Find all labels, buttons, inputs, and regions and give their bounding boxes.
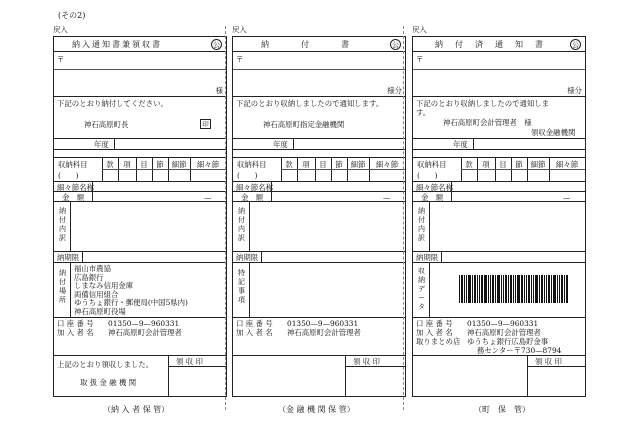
gap-divider	[54, 157, 226, 158]
consolidation-name: ゆうちょ銀行広島貯金事	[467, 337, 549, 346]
deadline-label: 納期限	[236, 253, 259, 262]
issuer-divider	[413, 138, 585, 139]
stamp-vline	[345, 355, 346, 397]
deadline-divider	[54, 262, 226, 263]
form-title: 納入通知書兼領収書	[72, 40, 162, 49]
title-divider	[233, 51, 405, 52]
breakdown-vline	[70, 201, 71, 251]
title-divider	[413, 51, 585, 52]
intro-text: 下記のとおり収納しましたので通知しま	[416, 99, 550, 108]
fy-divider	[413, 149, 585, 150]
section-label: 特記事項	[238, 269, 245, 304]
breakdown-divider	[233, 251, 405, 252]
code-col-4: 細節	[350, 160, 366, 169]
gap-divider	[413, 157, 585, 158]
fy-divider	[233, 149, 405, 150]
recipient-suffix: 様	[215, 86, 223, 95]
breakdown-divider	[54, 251, 226, 252]
consolidation-label: 取りまとめ店	[416, 337, 461, 346]
payee-name: 神石高原町会計管理者	[467, 328, 541, 337]
code-mid-line	[461, 169, 585, 170]
amount-divider	[233, 201, 405, 202]
gap-divider	[233, 157, 405, 158]
code-col-3: 節	[515, 160, 523, 169]
amount-dash: —	[204, 193, 212, 202]
place-item: 広島銀行	[74, 272, 104, 282]
code-col-5: 細々節	[196, 160, 220, 169]
stamp-divider	[527, 366, 585, 367]
copy-label: 戻入	[232, 25, 247, 34]
form-body	[53, 36, 227, 397]
item-name-label: 細々節名称	[57, 183, 94, 192]
footer-label: （金 融 機 関 保 管）	[278, 405, 355, 414]
form-title: 納 付 済 通 知 書	[435, 40, 545, 49]
amount-dash: —	[563, 193, 571, 202]
account-no: 01350—9—960331	[467, 319, 539, 328]
deadline-label: 納期限	[57, 253, 80, 262]
issuer-name: 神石高原町指定金融機関	[263, 120, 345, 129]
receipt-text: 上記のとおり領収しました。	[57, 360, 154, 369]
title-divider	[54, 51, 226, 52]
page-note: (その2)	[58, 11, 86, 20]
issuer-divider	[233, 138, 405, 139]
amount-divider	[413, 201, 585, 202]
account-paren: ( )	[237, 171, 258, 180]
receipt-stamp-label: 領 収 印	[535, 357, 562, 366]
barcode-image	[459, 275, 569, 303]
issuer-name: 神石高原町会計管理者 様	[443, 118, 532, 127]
code-col-4: 細節	[171, 160, 187, 169]
recipient-suffix: 様分	[567, 86, 582, 95]
code-col-4: 細節	[530, 160, 546, 169]
section-divider	[54, 317, 226, 318]
issuer-stamp: 印	[200, 119, 211, 129]
code-col-3: 節	[335, 160, 343, 169]
deadline-vline	[261, 251, 262, 262]
account-no: 01350—9—960331	[108, 319, 180, 328]
item-name-label: 細々節名称	[236, 183, 273, 192]
amount-label: 金 額	[241, 193, 264, 202]
seal-mark: 公	[392, 41, 399, 49]
account-paren: ( )	[58, 171, 79, 180]
account-label: 収納科目	[237, 160, 267, 169]
fy-divider	[54, 149, 226, 150]
breakdown-vline	[249, 201, 250, 251]
breakdown-divider	[413, 251, 585, 252]
code-col-0: 款	[465, 160, 473, 169]
breakdown-label: 納付内訳	[418, 207, 425, 242]
address-divider	[233, 96, 405, 97]
fiscal-year-label: 年度	[453, 140, 468, 149]
code-col-1: 項	[302, 160, 310, 169]
section-vline	[429, 262, 430, 317]
place-item: 福山市農協	[74, 264, 111, 273]
consolidation-name-2: 務センター〒730—8794	[477, 346, 562, 355]
code-col-1: 項	[482, 160, 490, 169]
code-col-5: 細々節	[555, 160, 579, 169]
seal-mark: 公	[213, 41, 220, 49]
cut-line-2	[403, 26, 404, 410]
fy-vline	[473, 138, 474, 149]
handler-text: 取 扱 金 融 機 関	[80, 378, 137, 387]
intro-text: 下記のとおり収納しましたので通知します。	[236, 99, 384, 108]
payee-label: 加 入 者 名	[416, 328, 453, 337]
deadline-vline	[441, 251, 442, 262]
code-col-2: 目	[140, 160, 148, 169]
amount-dash: —	[383, 193, 391, 202]
fy-vline	[114, 138, 115, 149]
code-col-3: 節	[156, 160, 164, 169]
copy-label: 戻入	[53, 25, 68, 34]
payee-divider	[413, 355, 585, 356]
form-copy-notice	[53, 0, 231, 439]
deadline-divider	[233, 262, 405, 263]
address-line-1	[413, 69, 585, 70]
place-item: 両備信用組合	[74, 289, 119, 299]
issuer-name: 神石高原町長	[84, 120, 129, 129]
form-title: 納 付 書	[261, 40, 351, 49]
seal-mark: 公	[572, 41, 579, 49]
fiscal-year-label: 年度	[94, 140, 109, 149]
code-col-0: 款	[106, 160, 114, 169]
issuer-divider	[54, 138, 226, 139]
payee-label: 加 入 者 名	[236, 328, 273, 337]
code-col-2: 目	[499, 160, 507, 169]
address-line-1	[233, 69, 405, 70]
stamp-vline	[527, 355, 528, 397]
payee-divider	[233, 355, 405, 356]
postal-mark: 〒	[236, 55, 244, 64]
code-mid-line	[281, 169, 405, 170]
account-no-label: 口 座 番 号	[416, 319, 453, 328]
intro-text: す。	[416, 108, 431, 117]
code-col-5: 細々節	[375, 160, 399, 169]
section-label: 収納データ	[418, 267, 425, 311]
deadline-divider	[413, 262, 585, 263]
payee-name: 神石高原町会計管理者	[287, 328, 361, 337]
stamp-vline	[168, 355, 169, 397]
account-no-label: 口 座 番 号	[57, 319, 94, 328]
form-copy-bank	[232, 0, 410, 439]
place-item: しまなみ信用金庫	[74, 281, 134, 291]
stamp-divider	[345, 366, 405, 367]
postal-mark: 〒	[416, 55, 424, 64]
postal-mark: 〒	[57, 55, 65, 64]
deadline-vline	[82, 251, 83, 262]
account-label: 収納科目	[417, 160, 447, 169]
code-col-1: 項	[123, 160, 131, 169]
deadline-label: 納期限	[416, 253, 439, 262]
code-divider	[413, 181, 585, 182]
address-line-1	[54, 69, 226, 70]
item-divider	[233, 191, 405, 192]
amount-divider	[54, 201, 226, 202]
copy-label: 戻入	[412, 25, 427, 34]
place-item: ゆうちょ銀行・郵便局(中国5県内)	[74, 298, 188, 308]
form-body	[412, 36, 586, 397]
account-paren: ( )	[417, 171, 438, 180]
section-vline	[249, 262, 250, 317]
item-divider	[413, 191, 585, 192]
section-divider	[233, 317, 405, 318]
footer-label: （納 入 者 保 管）	[103, 405, 170, 414]
payee-label: 加 入 者 名	[57, 328, 94, 337]
section-divider	[413, 317, 585, 318]
breakdown-label: 納付内訳	[238, 207, 245, 242]
breakdown-vline	[429, 201, 430, 251]
footer-label: （町 保 管）	[474, 405, 530, 414]
form-body	[232, 36, 406, 397]
code-divider	[54, 181, 226, 182]
code-col-0: 款	[285, 160, 293, 169]
fiscal-year-label: 年度	[273, 140, 288, 149]
intro-text: 下記のとおり納付してください。	[57, 99, 168, 108]
payee-name: 神石高原町会計管理者	[108, 328, 182, 337]
address-divider	[413, 96, 585, 97]
account-label: 収納科目	[58, 160, 88, 169]
cut-line-1	[225, 26, 226, 410]
code-col-2: 目	[319, 160, 327, 169]
receipt-stamp-label: 領 収 印	[176, 357, 203, 366]
stamp-divider	[168, 366, 226, 367]
code-mid-line	[102, 169, 226, 170]
payee-divider	[54, 355, 226, 356]
recipient-suffix: 様分	[387, 86, 402, 95]
code-divider	[233, 181, 405, 182]
amount-label: 金 額	[62, 193, 85, 202]
account-no-label: 口 座 番 号	[236, 319, 273, 328]
breakdown-label: 納付内訳	[59, 207, 66, 242]
form-copy-town	[412, 0, 590, 439]
account-no: 01350—9—960331	[287, 319, 359, 328]
fy-vline	[293, 138, 294, 149]
issuer-sub: 領収金融機関	[531, 128, 576, 137]
place-item: 神石高原町役場	[74, 307, 126, 316]
section-label: 納付場所	[59, 269, 66, 304]
receipt-stamp-label: 領 収 印	[353, 357, 380, 366]
item-name-label: 細々節名称	[416, 183, 453, 192]
item-divider	[54, 191, 226, 192]
section-vline	[70, 262, 71, 317]
amount-label: 金 額	[421, 193, 444, 202]
address-divider	[54, 96, 226, 97]
